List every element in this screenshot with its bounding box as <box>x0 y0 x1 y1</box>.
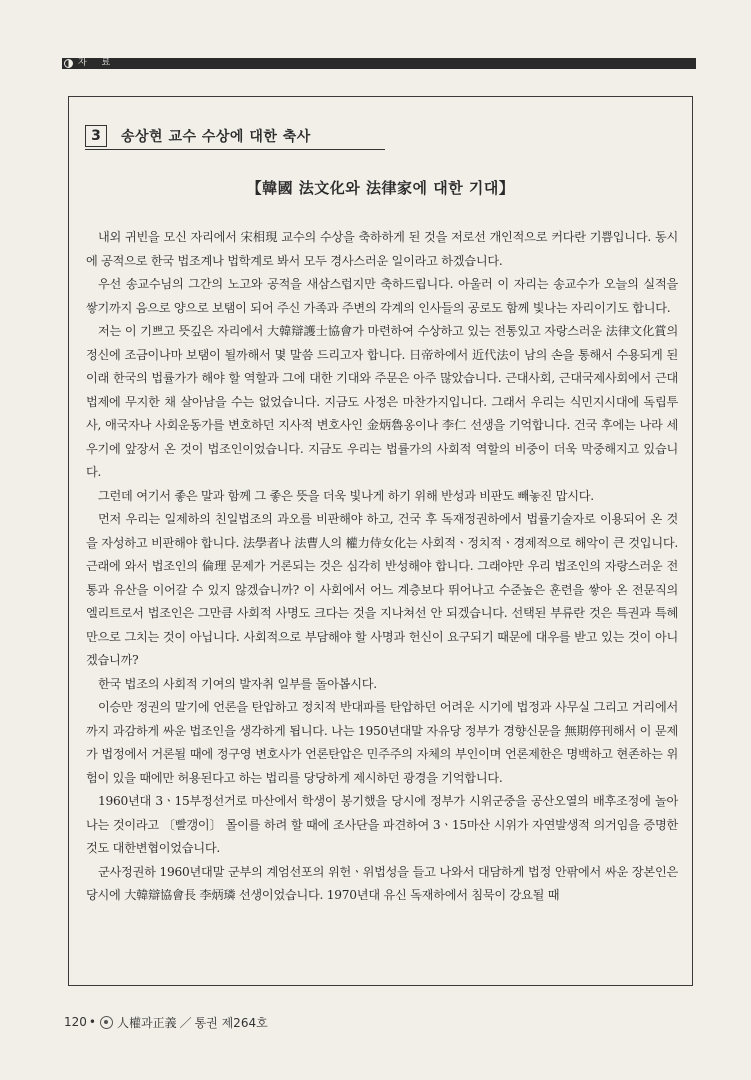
paragraph: 먼저 우리는 일제하의 친일법조의 과오를 비판해야 하고, 건국 후 독재정권하에서 법률기술자로 이용되어 온 것을 자성하고 비판해야 합니다. 法學者나 法曹人의 權力侍女化는 사회적ㆍ정치적ㆍ경제적으로 해악이 큰 것입니다. 근래에 와서 법조인의 倫理 문제가 거론되는 것은 심각히 반성해야 합니다. 그래야만 우리 법조인의 자랑스러운 전통과 유산을 이어갈 수 있지 않겠습니까? 이 사회에서 어느 계층보다 뛰어나고 수준높은 훈련을 쌓아 온 전문직의 엘리트로서 법조인은 그만큼 사회적 사명도 크다는 것을 지나쳐선 안 되겠습니다. 선택된 부류란 것은 특권과 특혜만으로 그치는 것이 아닙니다. 사회적으로 부담해야 할 사명과 헌신이 요구되기 때문에 대우를 받고 있는 것이 아니겠습니까? <box>86 512 678 667</box>
paragraph: 이승만 정권의 말기에 언론을 탄압하고 정치적 반대파를 탄압하던 어려운 시기에 법정과 사무실 그리고 거리에서까지 과감하게 싸운 법조인을 생각하게 됩니다. 나는 1950년대말 자유당 정부가 경향신문을 無期停刊해서 이 문제가 법정에서 거론될 때에 정구영 변호사가 언론탄압은 민주주의 자체의 부인이며 언론제한은 명백하고 현존하는 위험이 있을 때에만 허용된다고 하는 법리를 당당하게 제시하던 광경을 기억합니다. <box>86 700 678 785</box>
section-title: 송상현 교수 수상에 대한 축사 <box>121 129 311 145</box>
paragraph: 그런데 여기서 좋은 말과 함께 그 좋은 뜻을 더욱 빛나게 하기 위해 반성과 비판도 빼놓진 맙시다. <box>98 488 594 503</box>
journal-name: 人權과正義 <box>116 1015 177 1030</box>
paragraph: 1960년대 3ㆍ15부정선거로 마산에서 학생이 봉기했을 당시에 정부가 시위군중을 공산오열의 배후조정에 놀아나는 것이라고 〔빨갱이〕 몰이를 하려 할 때에 조사단을 파견하여 3ㆍ15마산 시위가 자연발생적 의거임을 증명한 것도 대한변협이었습니다. <box>86 794 678 855</box>
article-body <box>86 226 678 908</box>
page-footer <box>64 1013 268 1031</box>
emblem-icon <box>100 1016 113 1029</box>
paragraph: 군사정권하 1960년대말 군부의 계엄선포의 위헌ㆍ위법성을 들고 나와서 대담하게 법정 안팎에서 싸운 장본인은 당시에 大韓辯協會長 李炳璘 선생이었습니다. 1970년대 유신 독재하에서 침묵이 강요될 때 <box>86 864 678 902</box>
header-bar <box>62 58 696 69</box>
article-frame <box>68 96 693 986</box>
page-number: 120 <box>64 1015 87 1029</box>
footer-separator: ／ <box>179 1015 192 1030</box>
half-circle-icon <box>64 59 73 68</box>
article-title: 【韓國 法文化와 法律家에 대한 기대】 <box>246 179 515 197</box>
section-number: 3 <box>85 125 107 147</box>
issue-number: 통권 제264호 <box>194 1015 268 1030</box>
paragraph: 내외 귀빈을 모신 자리에서 宋相現 교수의 수상을 축하하게 된 것을 저로선 개인적으로 커다란 기쁨입니다. 동시에 공적으로 한국 법조계나 법학계로 봐서 모두 경사스러운 일이라고 하겠습니다. <box>86 230 678 268</box>
footer-bullet: • <box>88 1015 96 1029</box>
header-label: 자 료 <box>78 58 117 68</box>
paragraph: 한국 법조의 사회적 기여의 발자취 일부를 돌아봅시다. <box>98 676 377 691</box>
paragraph: 우선 송교수님의 그간의 노고와 공적을 새삼스럽지만 축하드립니다. 아울러 이 자리는 송교수가 오늘의 실적을 쌓기까지 음으로 양으로 보탬이 되어 주신 가족과 주변의 각계의 인사들의 공로도 함께 빛나는 자리이기도 합니다. <box>86 277 678 315</box>
section-heading <box>85 123 385 150</box>
paragraph: 저는 이 기쁘고 뜻깊은 자리에서 大韓辯護士協會가 마련하여 수상하고 있는 전통있고 자랑스러운 法律文化賞의 정신에 조금이나마 보탬이 될까해서 몇 말씀 드리고자 합니다. 日帝하에서 近代法이 남의 손을 통해서 수용되게 된 이래 한국의 법률가가 해야 할 역할과 그에 대한 기대와 주문은 아주 많았습니다. 근대사회, 근대국제사회에서 근대 법제에 무지한 채 살아남을 수는 없었습니다. 지금도 사정은 마찬가지입니다. 그래서 우리는 식민지시대에 독립투사, 애국자나 사회운동가를 변호하던 지사적 변호사인 金炳魯옹이나 李仁 선생을 기억합니다. 건국 후에는 나라 세우기에 앞장서 온 것이 법조인이었습니다. 지금도 우리는 법률가의 사회적 역할의 비중이 더욱 막중해지고 있습니다. <box>86 324 678 479</box>
